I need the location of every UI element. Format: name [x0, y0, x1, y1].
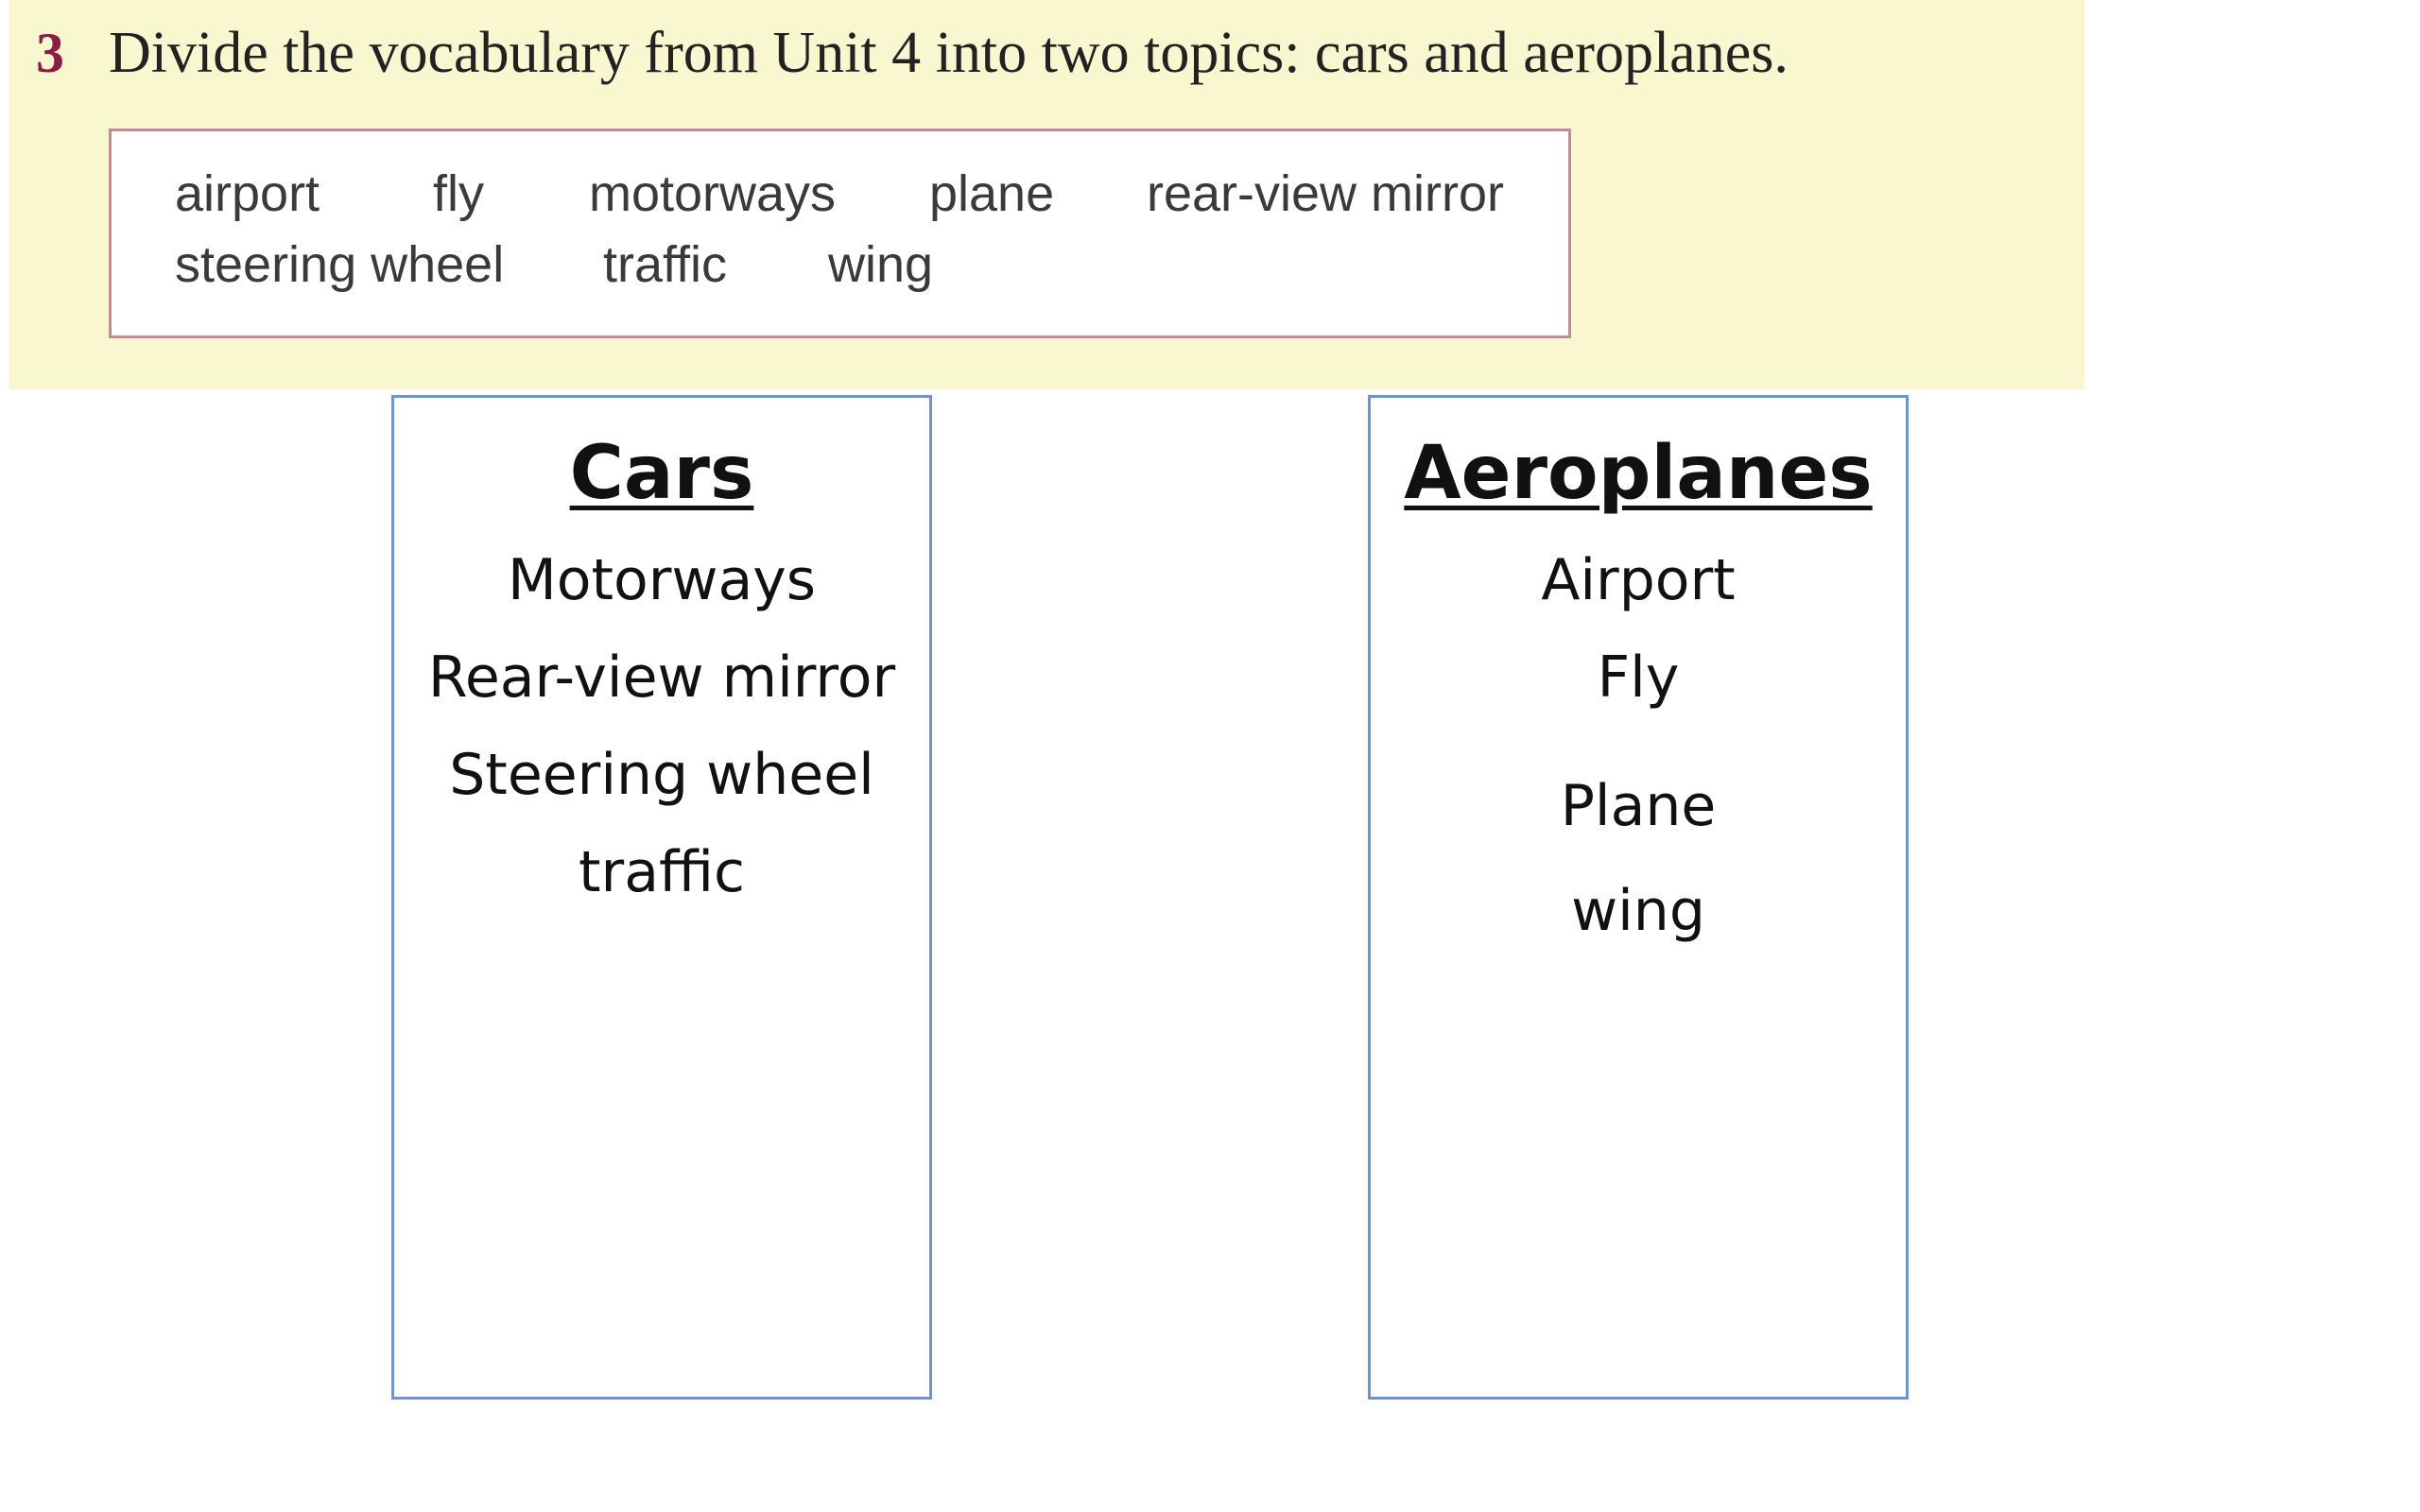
exercise-number: 3 — [36, 22, 64, 84]
aeroplanes-item: wing — [1571, 878, 1705, 944]
cars-column — [391, 395, 932, 1400]
exercise-instruction: Divide the vocabulary from Unit 4 into two topics: cars and aeroplanes. — [109, 21, 1789, 85]
cars-column-title — [394, 426, 929, 521]
vocab-word: steering wheel — [175, 236, 505, 293]
exercise-panel — [9, 0, 2084, 389]
vocab-word: airport — [175, 165, 320, 222]
aeroplanes-column — [1368, 395, 1909, 1400]
aeroplanes-column-title-text: Aeroplanes — [1404, 431, 1873, 516]
vocabulary-word-box — [109, 129, 1571, 338]
aeroplanes-column-title — [1371, 426, 1906, 521]
vocab-word: rear-view mirror — [1147, 165, 1504, 222]
cars-item: Rear-view mirror — [427, 644, 896, 711]
aeroplanes-item: Airport — [1541, 547, 1736, 613]
aeroplanes-item: Plane — [1560, 773, 1717, 839]
cars-item: Motorways — [508, 547, 816, 613]
aeroplanes-item: Fly — [1597, 644, 1680, 711]
vocab-word: wing — [828, 236, 934, 293]
cars-item: Steering wheel — [449, 742, 874, 808]
vocab-word: traffic — [603, 236, 728, 293]
vocab-word: fly — [433, 165, 484, 222]
cars-item: traffic — [579, 839, 745, 905]
vocab-word: plane — [929, 165, 1055, 222]
cars-column-title-text: Cars — [569, 431, 754, 516]
vocab-word: motorways — [589, 165, 837, 222]
